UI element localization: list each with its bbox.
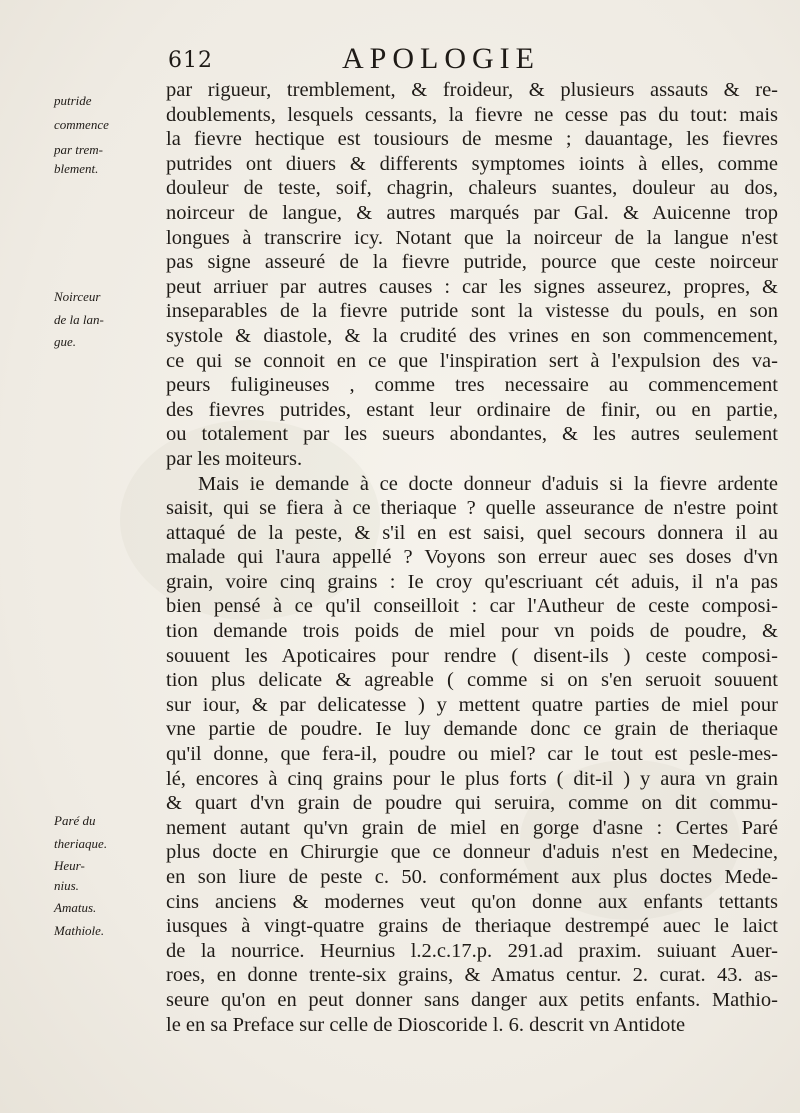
margin-note: blement. bbox=[54, 161, 99, 176]
text-line: peurs fuligineuses , comme tres necessaire au commencement bbox=[166, 374, 778, 397]
text-line: vne partie de poudre. Ie luy demande donc ce grain de theriaque bbox=[166, 718, 778, 741]
text-line: pas signe asseuré de la fievre putride, pource que ceste noirceur bbox=[166, 251, 778, 274]
margin-note: par trem- bbox=[54, 142, 103, 157]
margin-note: nius. bbox=[54, 878, 79, 893]
text-line: la fievre hectique est tousiours de mesme ; dauantage, les fievres bbox=[166, 128, 778, 151]
text-line: par rigueur, tremblement, & froideur, & plusieurs assauts & re- bbox=[166, 79, 778, 101]
text-line: doublements, lesquels cessants, la fievre ne cesse pas du tout: mais bbox=[166, 103, 778, 126]
text-line: de la nourrice. Heurnius l.2.c.17.p. 291.ad praxim. suiuant Auer- bbox=[166, 939, 778, 962]
text-line: Mais ie demande à ce docte donneur d'aduis si la fievre ardente bbox=[198, 472, 778, 495]
text-line: le en sa Preface sur celle de Dioscoride l. 6. descrit vn Antidote bbox=[166, 1013, 686, 1036]
text-line: noirceur de langue, & autres marqués par Gal. & Auicenne trop bbox=[166, 201, 778, 224]
text-line: attaqué de la peste, & s'il en est saisi, quel secours donnera il au bbox=[166, 521, 778, 544]
text-line: peut arriuer par autres causes : car les signes asseurez, propres, & bbox=[166, 275, 778, 298]
text-line: qu'il donne, que fera-il, poudre ou miel? car le tout est pesle-mes- bbox=[166, 743, 778, 766]
running-head: APOLOGIE bbox=[342, 42, 540, 75]
text-line: tion demande trois poids de miel pour vn poids de poudre, & bbox=[166, 620, 778, 643]
text-line: lé, encores à cinq grains pour le plus forts ( dit-il ) y aura vn grain bbox=[166, 767, 778, 790]
text-line: inseparables de la fievre putride sont la vistesse du pouls, en son bbox=[166, 300, 778, 323]
text-line: longues à transcrire icy. Notant que la noirceur de la langue n'est bbox=[166, 226, 778, 249]
text-line: putrides ont diuers & differents symptomes ioints à elles, comme bbox=[166, 152, 778, 175]
text-line: saisit, qui se fiera à ce theriaque ? quelle asseurance de n'estre point bbox=[166, 497, 778, 520]
text-line: cins anciens & modernes veut qu'on donne aux enfants tettants bbox=[166, 890, 778, 913]
text-line: sur iour, & par delicatesse ) y mettent quatre parties de miel pour bbox=[166, 693, 778, 716]
text-line: par les moiteurs. bbox=[166, 447, 303, 470]
text-line: souuent les Apoticaires pour rendre ( disent-ils ) ceste composi- bbox=[166, 644, 778, 667]
page-number: 612 bbox=[168, 48, 213, 73]
text-line: douleur de teste, soif, chagrin, chaleurs suantes, douleur au dos, bbox=[166, 177, 778, 200]
text-line: roes, en donne trente-six grains, & Amatus centur. 2. curat. 43. as- bbox=[166, 964, 778, 987]
margin-note: Noirceur bbox=[54, 289, 101, 304]
margin-note: Mathiole. bbox=[54, 923, 105, 938]
text-line: bien pensé à ce qu'il conseilloit : car l'Autheur de ceste composi- bbox=[166, 595, 778, 618]
text-line: tion plus delicate & agreable ( comme si on s'en seruoit souuent bbox=[166, 669, 778, 692]
margin-note: de la lan- bbox=[54, 312, 104, 327]
text-line: nement autant qu'vn grain de miel en gorge d'asne : Certes Paré bbox=[166, 816, 778, 839]
text-line: des fievres putrides, estant leur ordinaire de finir, ou en partie, bbox=[166, 398, 778, 421]
page-header bbox=[0, 42, 800, 82]
text-line: systole & diastole, & la crudité des vrines en son commencement, bbox=[166, 324, 778, 347]
text-line: malade qui l'aura appellé ? Voyons son erreur auec ses doses d'vn bbox=[166, 546, 778, 569]
text-line: ou totalement par les sueurs abondantes, & les autres seulement bbox=[166, 423, 778, 446]
margin-note: commence bbox=[54, 117, 109, 132]
margin-note: theriaque. bbox=[54, 836, 108, 851]
text-line: ce qui se connoit en ce que l'inspiration sert à l'expulsion des va- bbox=[166, 349, 778, 372]
margin-note: putride bbox=[54, 93, 92, 108]
text-line: & quart d'vn grain de poudre qui seruira, comme on dit commu- bbox=[166, 792, 778, 815]
body-text bbox=[166, 78, 778, 1037]
text-line: grain, voire cinq grains : Ie croy qu'escriuant cét aduis, il n'a pas bbox=[166, 570, 778, 593]
text-line: plus docte en Chirurgie que ce donneur d'aduis n'est en Medecine, bbox=[166, 841, 778, 864]
text-line: en son liure de peste c. 50. conformément aux plus doctes Mede- bbox=[166, 866, 778, 888]
text-line: seure qu'on en peut donner sans danger aux petits enfants. Mathio- bbox=[166, 988, 778, 1011]
margin-note: gue. bbox=[54, 334, 77, 349]
text-line: iusques à vingt-quatre grains de theriaque destrempé auec le laict bbox=[166, 915, 778, 938]
margin-note: Amatus. bbox=[54, 900, 97, 915]
margin-note: Heur- bbox=[54, 858, 85, 873]
margin-note: Paré du bbox=[54, 813, 96, 828]
